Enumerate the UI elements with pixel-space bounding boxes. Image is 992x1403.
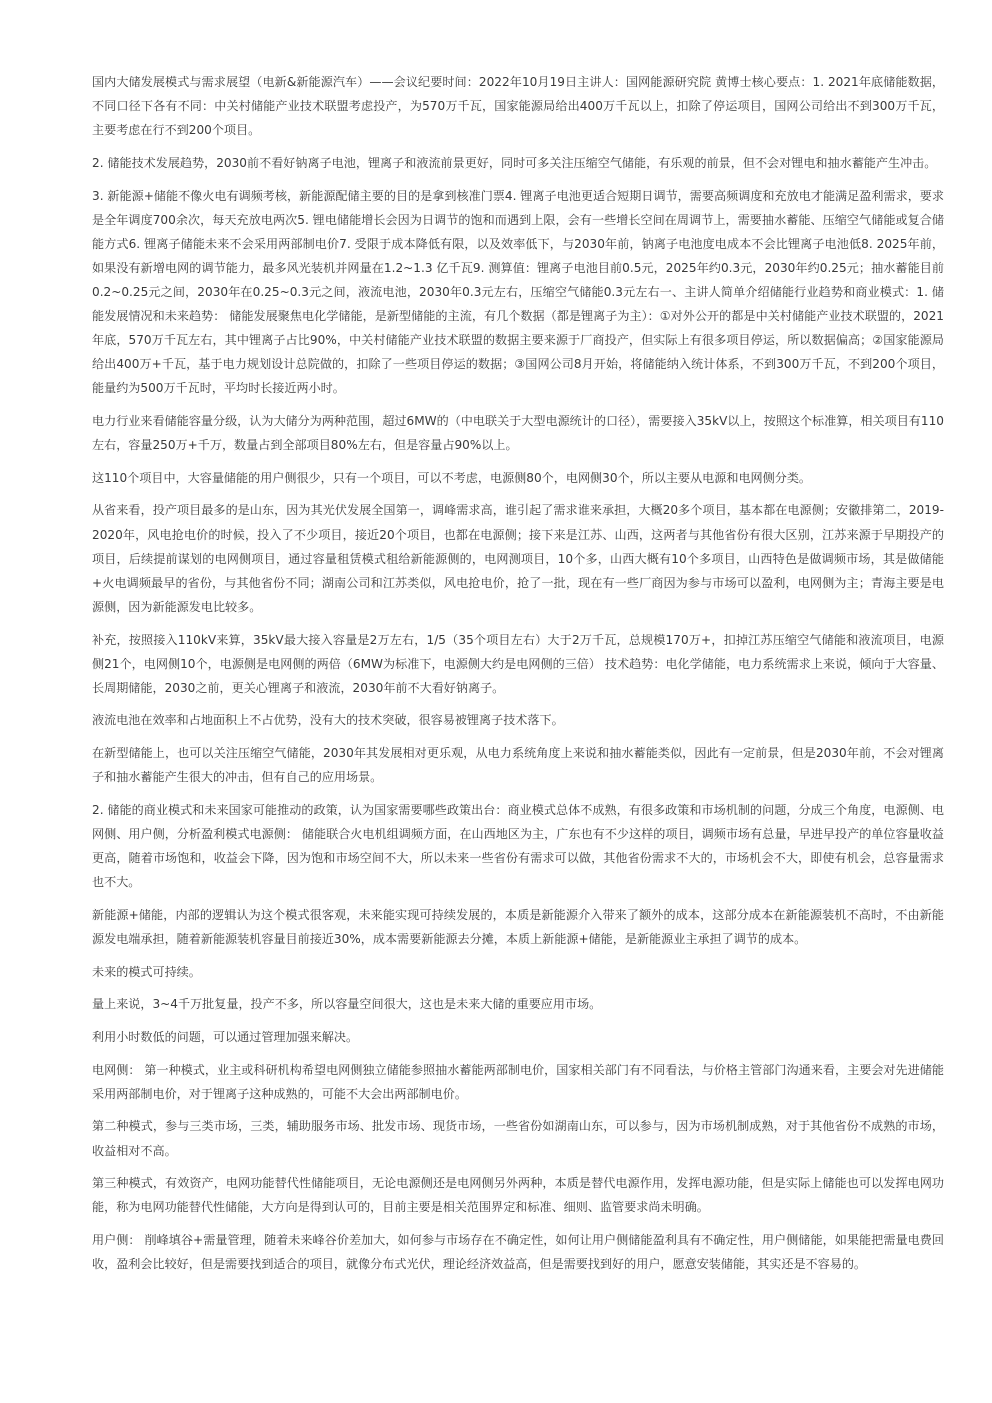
- paragraph: 电网侧： 第一种模式，业主或科研机构希望电网侧独立储能参照抽水蓄能两部制电价，国家相关部门有不同看法，与价格主管部门沟通来看，主要会对先进储能采用两部制电价，对于锂离子这种成熟的，可能不大会出两部制电价。: [92, 1062, 944, 1101]
- paragraph: 液流电池在效率和占地面积上不占优势，没有大的技术突破，很容易被锂离子技术落下。: [92, 713, 564, 728]
- paragraph: 第三种模式，有效资产，电网功能替代性储能项目，无论电源侧还是电网侧另外两种，本质是替代电源作用，发挥电源功能，但是实际上储能也可以发挥电网功能，称为电网功能替代性储能，大方向是得到认可的，目前主要是相关范围界定和标准、细则、监管要求尚未明确。: [92, 1176, 944, 1215]
- paragraph: 国内大储发展模式与需求展望（电新&新能源汽车）——会议纪要时间：2022年10月19日主讲人：国网能源研究院 黄博士核心要点：1. 2021年底储能数据，不同口径下各有不同：中关村储能产业技术联盟考虑投产，为570万千瓦，国家能源局给出400万千瓦以上，扣除了停运项目，国网公司给出不到300万千瓦，主要考虑在行不到200个项目。: [92, 75, 944, 138]
- paragraph: 新能源+储能，内部的逻辑认为这个模式很客观，未来能实现可持续发展的，本质是新能源介入带来了额外的成本，这部分成本在新能源装机不高时，不由新能源发电端承担，随着新能源装机容量目前接近30%，成本需要新能源去分摊，本质上新能源+储能，是新能源业主承担了调节的成本。: [92, 907, 944, 946]
- paragraph: 量上来说，3~4千万批复量，投产不多，所以容量空间很大，这也是未来大储的重要应用市场。: [92, 997, 602, 1012]
- paragraph: 第二种模式，参与三类市场，三类，辅助服务市场、批发市场、现货市场，一些省份如湖南山东，可以参与，因为市场机制成熟，对于其他省份不成熟的市场，收益相对不高。: [92, 1119, 944, 1158]
- paragraph: 这110个项目中，大容量储能的用户侧很少，只有一个项目，可以不考虑，电源侧80个，电网侧30个，所以主要从电源和电网侧分类。: [92, 470, 812, 485]
- document-body: [92, 70, 944, 1285]
- paragraph: 利用小时数低的问题，可以通过管理加强来解决。: [92, 1030, 359, 1044]
- paragraph: 未来的模式可持续。: [92, 964, 201, 979]
- paragraph: 2. 储能技术发展趋势，2030前不看好钠离子电池，锂离子和液流前景更好，同时可多关注压缩空气储能，有乐观的前景，但不会对锂电和抽水蓄能产生冲击。: [92, 155, 937, 170]
- paragraph: 2. 储能的商业模式和未来国家可能推动的政策，认为国家需要哪些政策出台：商业模式总体不成熟，有很多政策和市场机制的问题，分成三个角度，电源侧、电网侧、用户侧，分析盈利模式电源侧： 储能联合火电机组调频方面，在山西地区为主，广东也有不少这样的项目，调频市场有总量，早进早投产的单位容量收益更高，随着市场饱和，收益会下降，因为饱和市场空间不大，所以未来一些省份有需求可以做，其他省份需求不大的，市场机会不大，即使有机会，总容量需求也不大。: [92, 802, 944, 890]
- paragraph: 电力行业来看储能容量分级，认为大储分为两种范围，超过6MW的（中电联关于大型电源统计的口径），需要接入35kV以上，按照这个标准算，相关项目有110左右，容量250万+千万，数量占到全部项目80%左右，但是容量占90%以上。: [92, 414, 944, 453]
- paragraph: 从省来看，投产项目最多的是山东，因为其光伏发展全国第一，调峰需求高，谁引起了需求谁来承担，大概20多个项目，基本都在电源侧；安徽排第二，2019-2020年，风电抢电价的时候，投入了不少项目，接近20个项目，也都在电源侧；接下来是江苏、山西，这两者与其他省份有很大区别，江苏来源于早期投产的项目，后续提前谋划的电网侧项目，通过容量租赁模式租给新能源侧的，电网测项目，10个多，山西大概有10个多项目，山西特色是做调频市场，其是做储能+火电调频最早的省份，与其他省份不同；湖南公司和江苏类似，风电抢电价，抢了一批，现在有一些厂商因为参与市场可以盈利，电网侧为主；青海主要是电源侧，因为新能源发电比较多。: [92, 503, 944, 614]
- paragraph: 在新型储能上，也可以关注压缩空气储能，2030年其发展相对更乐观，从电力系统角度上来说和抽水蓄能类似，因此有一定前景，但是2030年前，不会对锂离子和抽水蓄能产生很大的冲击，但有自己的应用场景。: [92, 746, 944, 785]
- paragraph: 用户侧： 削峰填谷+需量管理，随着未来峰谷价差加大，如何参与市场存在不确定性，如何让用户侧储能盈利具有不确定性，用户侧储能，如果能把需量电费回收，盈利会比较好，但是需要找到适合的项目，就像分布式光伏，理论经济效益高，但是需要找到好的用户，愿意安装储能，其实还是不容易的。: [92, 1233, 944, 1272]
- paragraph: 3. 新能源+储能不像火电有调频考核，新能源配储主要的目的是拿到核准门票4. 锂离子电池更适合短期日调节，需要高频调度和充放电才能满足盈利需求，要求是全年调度700余次，每天充放电两次5. 锂电储能增长会因为日调节的饱和而遇到上限，会有一些增长空间在周调节上，需要抽水蓄能、压缩空气储能或复合储能方式6. 锂离子储能未来不会采用两部制电价7. 受限于成本降低有限，以及效率低下，与2030年前，钠离子电池度电成本不会比锂离子电池低8. 2025年前，如果没有新增电网的调节能力，最多风光装机并网量在1.2~1.3 亿千瓦9. 测算值：锂离子电池目前0.5元，2025年约0.3元，2030年约0.25元；抽水蓄能目前0.2~0.25元之间，2030年在0.25~0.3元之间，液流电池，2030年0.3元左右，压缩空气储能0.3元左右一、主讲人简单介绍储能行业趋势和商业模式：1. 储能发展情况和未来趋势： 储能发展聚焦电化学储能，是新型储能的主流，有几个数据（都是锂离子为主）：①对外公开的都是中关村储能产业技术联盟的，2021年底，570万千瓦左右，其中锂离子占比90%，中关村储能产业技术联盟的数据主要来源于厂商投产，但实际上有很多项目停运，所以数据偏高；②国家能源局给出400万+千瓦，基于电力规划设计总院做的，扣除了一些项目停运的数据；③国网公司8月开始，将储能纳入统计体系，不到300万千瓦，不到200个项目，能量约为500万千瓦时，平均时长接近两小时。: [92, 188, 944, 396]
- paragraph: 补充，按照接入110kV来算，35kV最大接入容量是2万左右，1/5（35个项目左右）大于2万千瓦，总规模170万+，扣掉江苏压缩空气储能和液流项目，电源侧21个，电网侧10个，电源侧是电网侧的两倍（6MW为标准下，电源侧大约是电网侧的三倍） 技术趋势：电化学储能，电力系统需求上来说，倾向于大容量、长周期储能，2030之前，更关心锂离子和液流，2030年前不大看好钠离子。: [92, 632, 944, 695]
